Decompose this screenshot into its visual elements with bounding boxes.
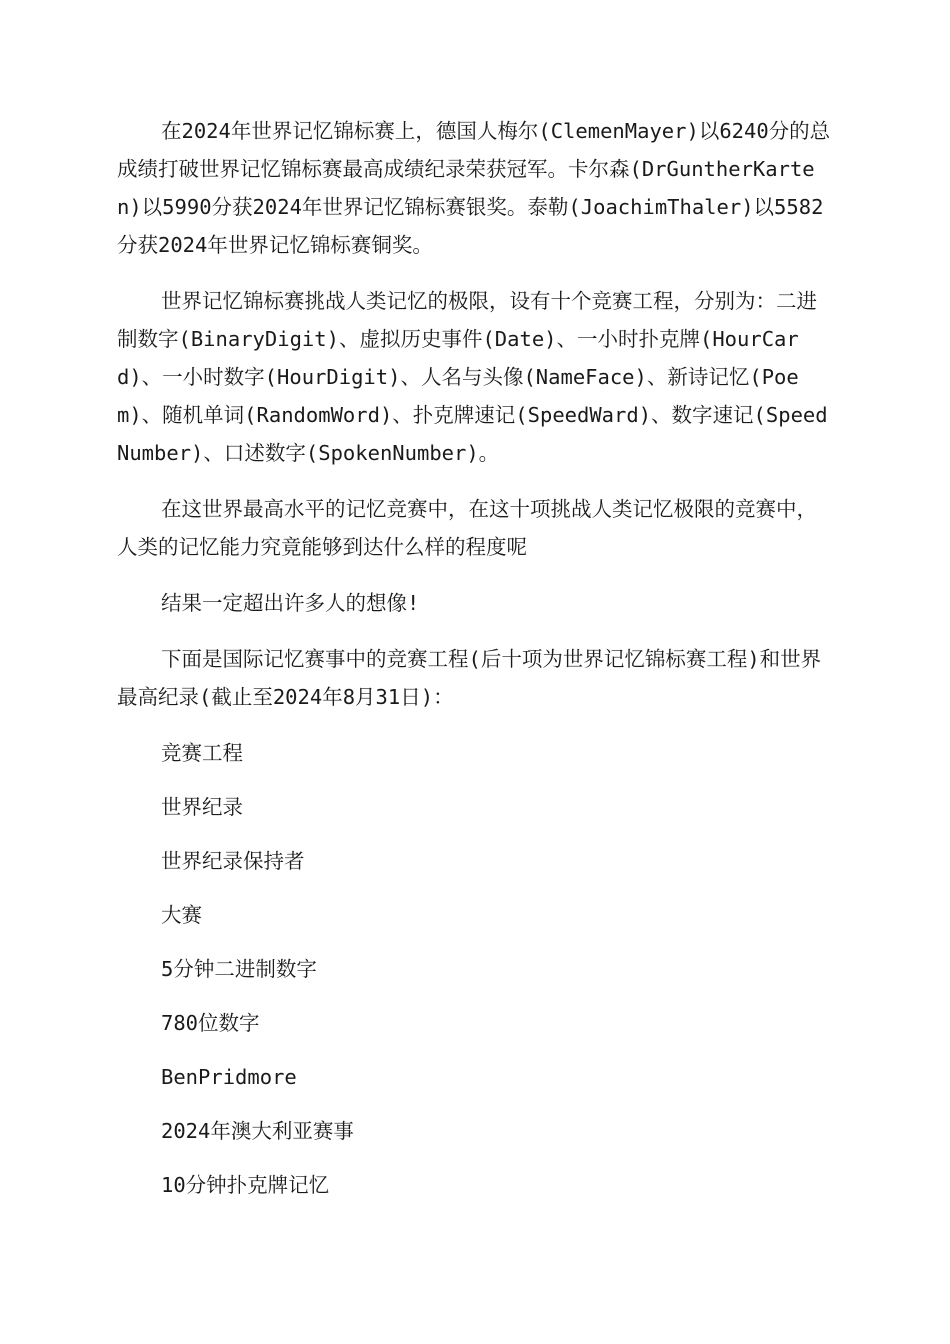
list-item: 780位数字	[161, 1011, 260, 1035]
list-item: 世界纪录	[161, 795, 243, 819]
list-item: 世界纪录保持者	[161, 849, 305, 873]
paragraph-championship-results: 在2024年世界记忆锦标赛上，德国人梅尔(ClemenMayer)以6240分的总成绩打破世界记忆锦标赛最高成绩纪录荣获冠军。卡尔森(DrGuntherKarten)以5990分获2024年世界记忆锦标赛银奖。泰勒(JoachimThaler)以5582分获2024年世界记忆锦标赛铜奖。	[117, 119, 831, 257]
paragraph-competition-events: 世界记忆锦标赛挑战人类记忆的极限，设有十个竞赛工程，分别为：二进制数字(BinaryDigit)、虚拟历史事件(Date)、一小时扑克牌(HourCard)、一小时数字(HourDigit)、人名与头像(NameFace)、新诗记忆(Poem)、随机单词(RandomWord)、扑克牌速记(SpeedWard)、数字速记(SpeedNumber)、口述数字(SpokenNumber)。	[117, 289, 828, 465]
list-item: 大赛	[161, 903, 202, 927]
paragraph-result-statement: 结果一定超出许多人的想像!	[161, 591, 420, 615]
document-page	[117, 112, 833, 1220]
paragraph-records-intro: 下面是国际记忆赛事中的竞赛工程(后十项为世界记忆锦标赛工程)和世界最高纪录(截止至2024年8月31日)：	[117, 647, 822, 709]
list-item: 5分钟二进制数字	[161, 957, 317, 981]
list-item: 2024年澳大利亚赛事	[161, 1119, 354, 1143]
records-list	[117, 734, 833, 1220]
list-item: BenPridmore	[161, 1065, 297, 1089]
list-item: 竞赛工程	[161, 741, 243, 765]
list-item: 10分钟扑克牌记忆	[161, 1173, 330, 1197]
paragraph-question: 在这世界最高水平的记忆竞赛中，在这十项挑战人类记忆极限的竞赛中，人类的记忆能力究竟能够到达什么样的程度呢	[117, 497, 817, 559]
